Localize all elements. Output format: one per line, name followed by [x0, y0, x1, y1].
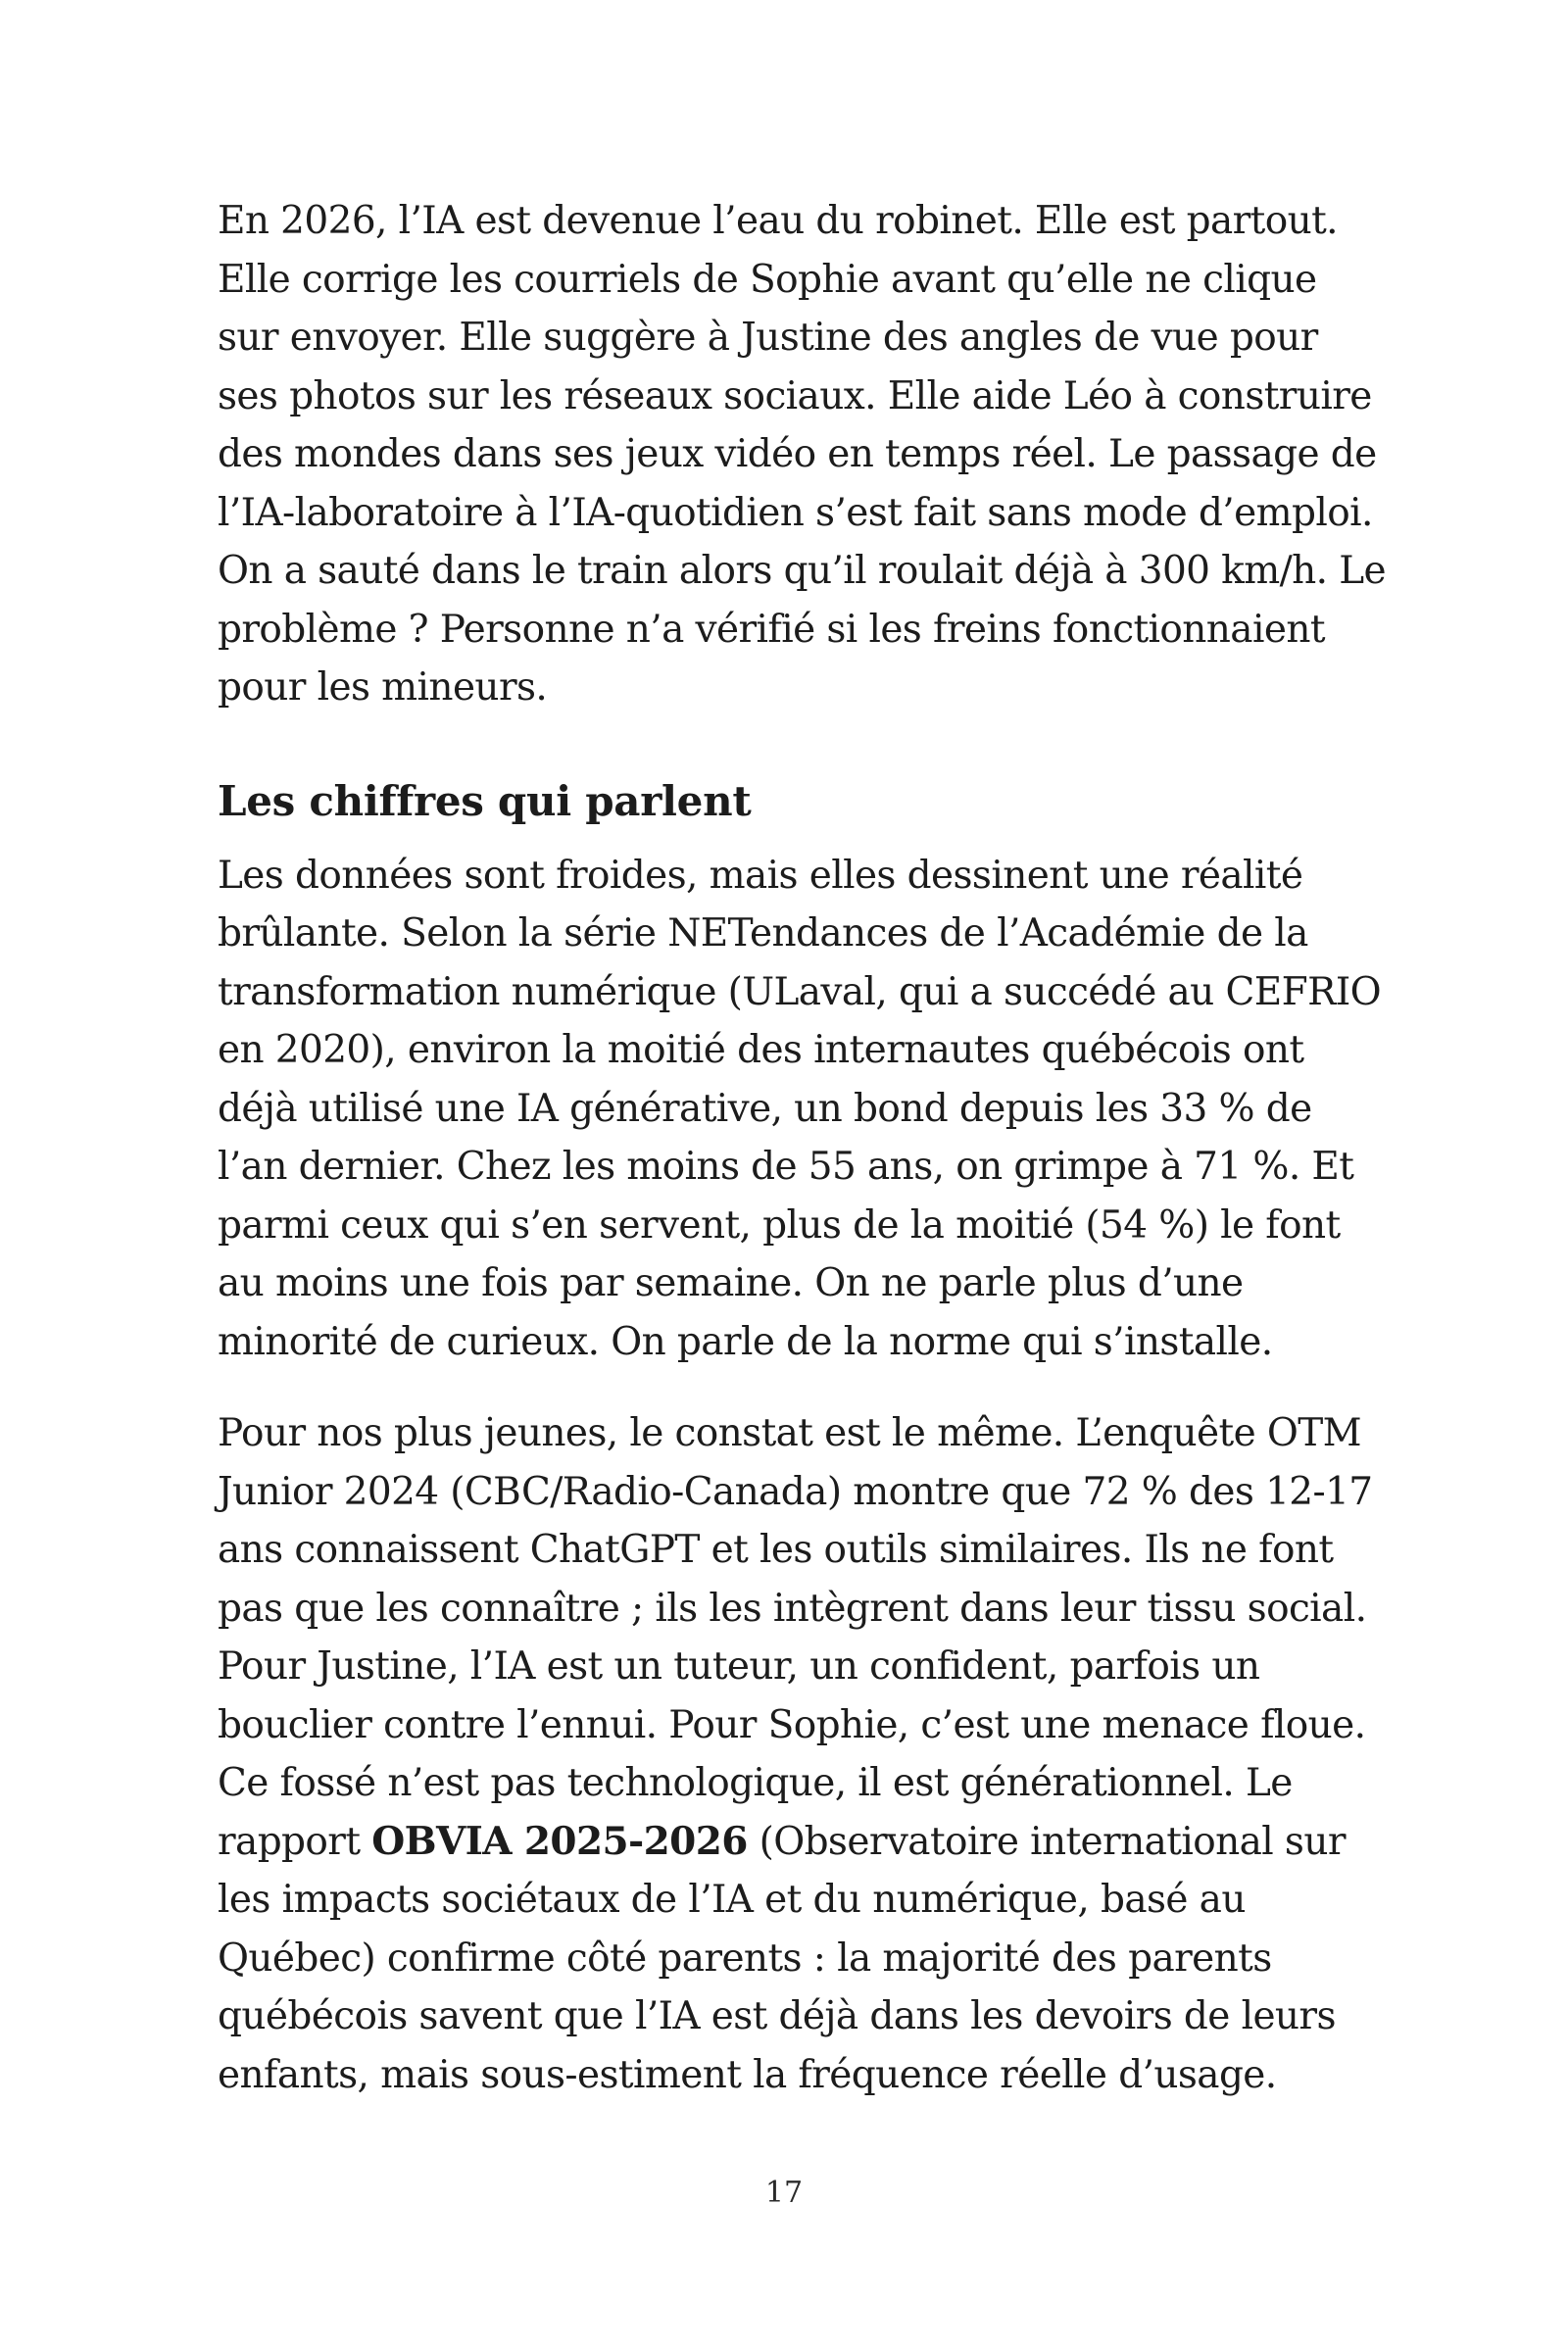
statistics-paragraph: Les données sont froides, mais elles dessinent une réalité brûlante. Selon la série NETendances de l’Académie de la transformation numérique (ULaval, qui a succédé au CEFRIO en 2020), environ la moitié des internautes québécois ont déjà utilisé une IA générative, un bond depuis les 33 % de l’an dernier. Chez les moins de 55 ans, on grimpe à 71 %. Et parmi ceux qui s’en servent, plus de la moitié (54 %) le font au moins une fois par semaine. On ne parle plus d’une minorité de curieux. On parle de la norme qui s’installe. [218, 853, 1382, 1364]
intro-paragraph: En 2026, l’IA est devenue l’eau du robinet. Elle est partout. Elle corrige les courriels de Sophie avant qu’elle ne clique sur envoyer. Elle suggère à Justine des angles de vue pour ses photos sur les réseaux sociaux. Elle aide Léo à construire des mondes dans ses jeux vidéo en temps réel. Le passage de l’IA-laboratoire à l’IA-quotidien s’est fait sans mode d’emploi. On a sauté dans le train alors qu’il roulait déjà à 300 km/h. Le problème ? Personne n’a vérifié si les freins fonctionnaient pour les mineurs. [218, 199, 1387, 710]
youth-paragraph-text-end: (Observatoire international sur les impacts sociétaux de l’IA et du numérique, basé au Québec) confirme côté parents : la majorité des parents québécois savent que l’IA est déjà dans les devoirs de leurs enfants, mais sous-estiment la fréquence réelle d’usage. [218, 1819, 1346, 2097]
youth-paragraph-text-start: Pour nos plus jeunes, le constat est le même. L’enquête OTM Junior 2024 (CBC/Radio-Canada) montre que 72 % des 12-17 ans connaissent ChatGPT et les outils similaires. Ils ne font pas que les connaître ; ils les intègrent dans leur tissu social. Pour Justine, l’IA est un tuteur, un confident, parfois un bouclier contre l’ennui. Pour Sophie, c’est une menace floue. Ce fossé n’est pas technologique, il est générationnel. Le rapport [218, 1411, 1373, 1864]
page-body [218, 192, 1389, 2104]
report-name-bold: OBVIA 2025-2026 [371, 1818, 748, 1864]
page-number: 17 [764, 2176, 804, 2210]
youth-paragraph [218, 1404, 1389, 2104]
section-heading: Les chiffres qui parlent [218, 776, 752, 825]
